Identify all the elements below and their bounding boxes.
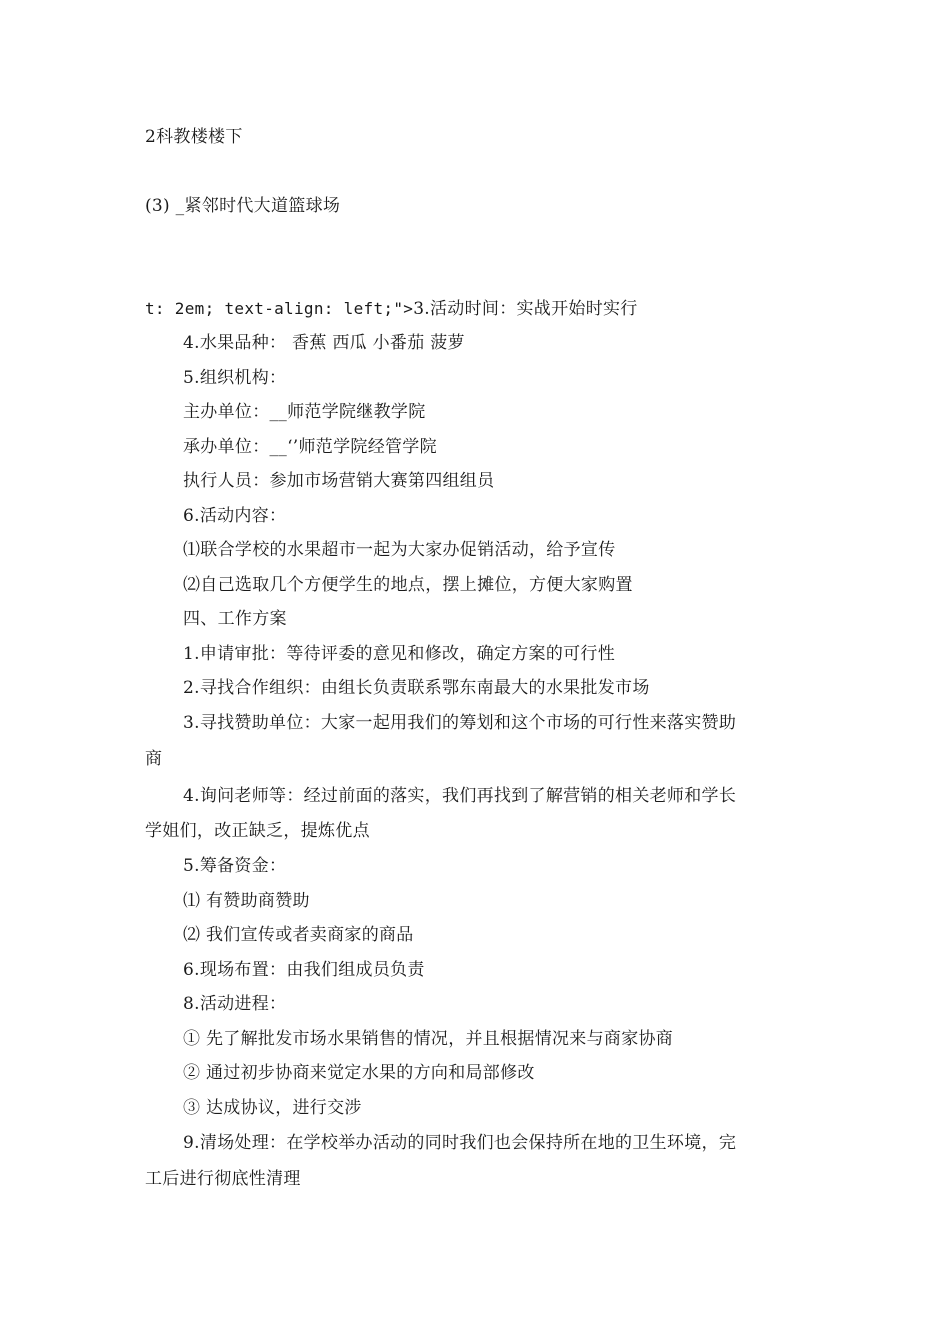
text-line: (3) _紧邻时代大道篮球场 — [145, 196, 341, 216]
code-fragment: t: 2em; text-align: left;"> — [145, 299, 414, 318]
text-line: 1.申请审批：等待评委的意见和修改，确定方案的可行性 — [183, 644, 616, 664]
text-line: 商 — [145, 749, 163, 769]
text-line: 承办单位：__‘’师范学院经管学院 — [183, 437, 437, 457]
text-line: 2科教楼楼下 — [145, 127, 243, 147]
text-line: 5.筹备资金： — [183, 856, 287, 876]
text-line: 主办单位：__师范学院继教学院 — [183, 402, 426, 422]
text-line: ① 先了解批发市场水果销售的情况，并且根据情况来与商家协商 — [183, 1029, 674, 1049]
text-line: 4.水果品种： 香蕉 西瓜 小番茄 菠萝 — [183, 333, 465, 353]
text-line: 2.寻找合作组织：由组长负责联系鄂东南最大的水果批发市场 — [183, 678, 650, 698]
text-line: 5.组织机构： — [183, 368, 287, 388]
text-line: 工后进行彻底性清理 — [145, 1169, 301, 1189]
text-line: 8.活动进程： — [183, 994, 287, 1014]
text-line: 6.活动内容： — [183, 506, 287, 526]
text-line — [145, 298, 638, 320]
text-line: 4.询问老师等：经过前面的落实，我们再找到了解营销的相关老师和学长 — [183, 786, 737, 806]
text-line: ⑴ 有赞助商赞助 — [183, 891, 310, 911]
text-line: 3.寻找赞助单位：大家一起用我们的筹划和这个市场的可行性来落实赞助 — [183, 713, 737, 733]
section-heading: 四、工作方案 — [183, 609, 287, 629]
text-line: ⑴联合学校的水果超市一起为大家办促销活动，给予宣传 — [183, 540, 616, 560]
text-line: ② 通过初步协商来觉定水果的方向和局部修改 — [183, 1063, 535, 1083]
text-line: 执行人员：参加市场营销大赛第四组组员 — [183, 471, 495, 491]
text-line: 6.现场布置：由我们组成员负责 — [183, 960, 425, 980]
text-line: 9.清场处理：在学校举办活动的同时我们也会保持所在地的卫生环境，完 — [183, 1133, 737, 1153]
text-line: ⑵自己选取几个方便学生的地点，摆上摊位，方便大家购置 — [183, 575, 633, 595]
text-line: 学姐们，改正缺乏，提炼优点 — [145, 821, 370, 841]
text-line: ③ 达成协议，进行交涉 — [183, 1098, 362, 1118]
text-line: ⑵ 我们宣传或者卖商家的商品 — [183, 925, 414, 945]
line-text: 3.活动时间：实战开始时实行 — [413, 299, 638, 319]
